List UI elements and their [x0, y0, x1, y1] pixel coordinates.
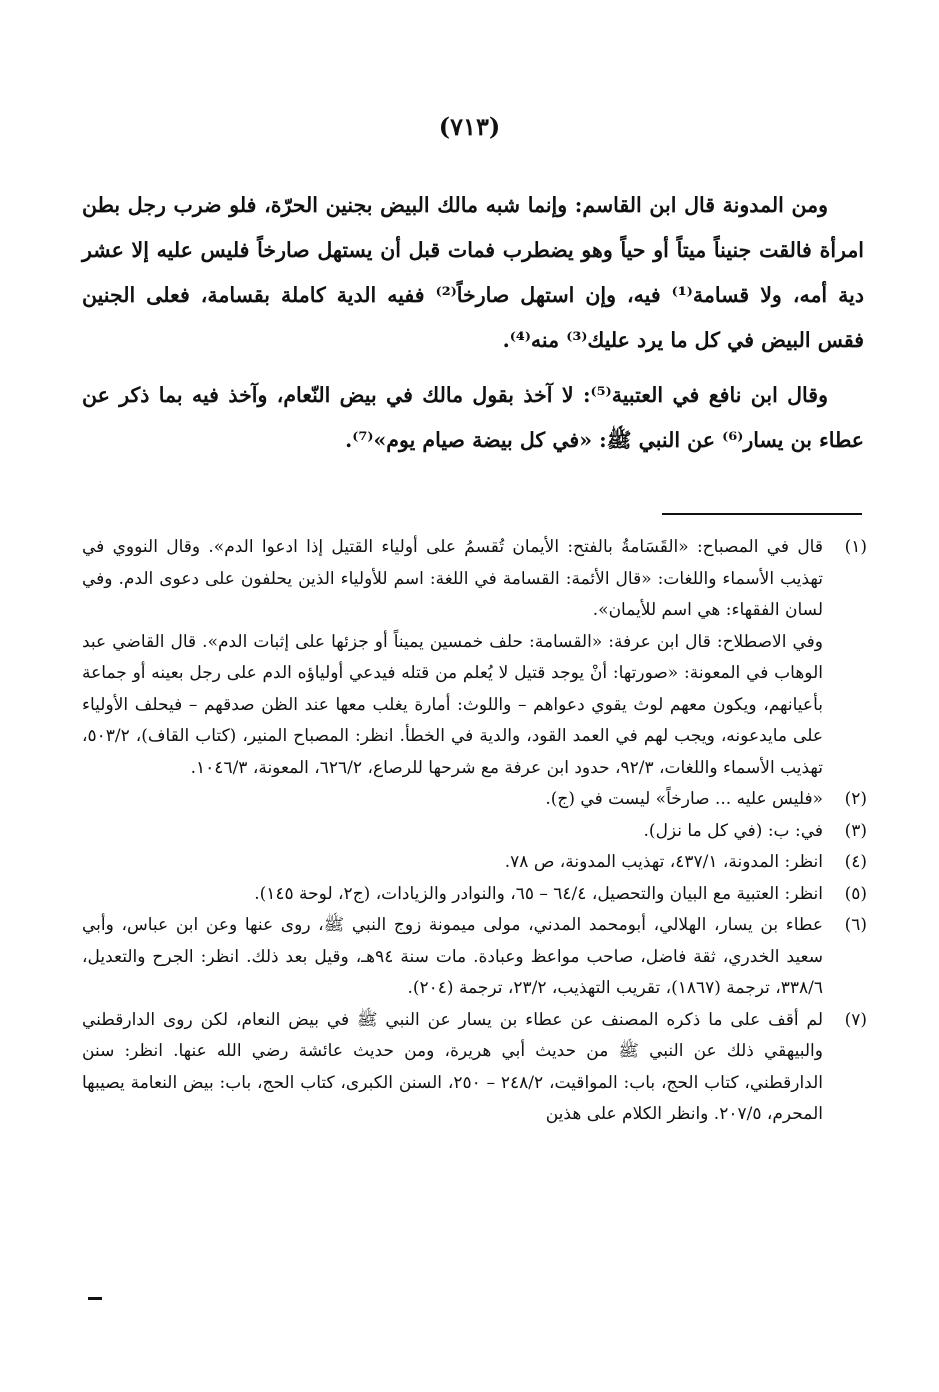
footnote-paragraph: عطاء بن يسار، الهلالي، أبومحمد المدني، مولى ميمونة زوج النبي ﷺ، روى عنها وعن ابن عباس، وأبي سعيد الخدري، ثقة فاضل، صاحب مواعظ وعبادة. مات سنة ٩٤هـ، وقيل بعد ذلك. انظر: الجرح والتعديل، ٣٣٨/٦، ترجمة (١٨٦٧)، تقريب التهذيب، ٢٣/٢، ترجمة (٢٠٤). — [82, 915, 823, 998]
footnote-text — [82, 847, 823, 879]
footnote-5 — [82, 879, 867, 911]
footnote-text — [82, 784, 823, 816]
footnote-text — [82, 816, 823, 848]
footnote-6 — [82, 910, 867, 1005]
footnote-number: (٧) — [844, 1009, 867, 1030]
main-paragraph: ومن المدونة قال ابن القاسم: وإنما شبه مالك البيض بجنين الحرّة، فلو ضرب رجل بطن امرأة فالقت جنيناً ميتاً أو حياً وهو يضطرب فمات قبل أن يستهل صارخاً فليس عليه إلا عشر دية أمه، ولا قسامة⁽¹⁾ فيه، وإن استهل صارخاً⁽²⁾ ففيه الدية كاملة بقسامة، فعلى الجنين فقس البيض في كل ما يرد عليك⁽³⁾ منه⁽⁴⁾. — [82, 193, 864, 352]
footnote-paragraph: لم أقف على ما ذكره المصنف عن عطاء بن يسار عن النبي ﷺ في بيض النعام، لكن روى الدارقطني والبيهقي ذلك عن النبي ﷺ من حديث أبي هريرة، ومن حديث عائشة رضي الله عنها. انظر: سنن الدارقطني، كتاب الحج، باب: المواقيت، ٢٤٨/٢ – ٢٥٠، السنن الكبرى، كتاب الحج، باب: بيض النعامة يصيبها المحرم، ٢٠٧/٥. وانظر الكلام على هذين — [82, 1009, 823, 1124]
footnote-paragraph: «فليس عليه ... صارخاً» ليست في (ج). — [545, 789, 823, 809]
page-number: (٧١٣) — [438, 112, 501, 141]
footnotes — [82, 532, 867, 1131]
footnote-number: (٣) — [844, 820, 867, 841]
footnote-paragraph: انظر: المدونة، ٤٣٧/١، تهذيب المدونة، ص ٧٨. — [504, 852, 823, 872]
footnote-number: (٤) — [844, 852, 867, 872]
footnote-paragraph: وفي الاصطلاح: قال ابن عرفة: «القسامة: حلف خمسين يميناً أو جزئها على إثبات الدم». قال القاضي عبد الوهاب في المعونة: «صورتها: أنْ يوجد قتيل لا يُعلم من قتله فيدعي أولياؤه الدم على رجل بعينه أو جماعة بأعيانهم، ويكون معهم لوث يقوي دعواهم – واللوث: أمارة يغلب معها عند الظن صدقهم – فيحلف الأولياء على مايدعونه، ويجب لهم في العمد القود، والدية في الخطأ. انظر: المصباح المنير، (كتاب القاف)، ٥٠٣/٢، تهذيب الأسماء واللغات، ٩٢/٣، حدود ابن عرفة مع شرحها للرصاع، ٦٢٦/٢، المعونة، ١٠٤٦/٣. — [82, 631, 823, 778]
continuation-mark — [88, 1297, 102, 1300]
main-text — [82, 183, 864, 463]
footnote-number: (٢) — [844, 789, 867, 809]
footnote-number: (٦) — [844, 915, 867, 935]
footnote-paragraph: في: ب: (في كل ما نزل). — [643, 820, 823, 841]
footnote-7 — [82, 1005, 867, 1131]
footnote-4 — [82, 847, 867, 879]
footnote-separator — [662, 513, 862, 515]
footnote-number: (١) — [844, 537, 867, 557]
footnote-number: (٥) — [844, 883, 867, 904]
footnote-paragraph: انظر: العتبية مع البيان والتحصيل، ٦٤/٤ – ٦٥، والنوادر والزيادات، (ج٢، لوحة ١٤٥). — [254, 883, 823, 904]
footnote-paragraph: قال في المصباح: «القَسَامةُ بالفتح: الأيمان تُقسمُ على أولياء القتيل إذا ادعوا الدم». وقال النووي في تهذيب الأسماء واللغات: «قال الأئمة: القسامة في اللغة: اسم للأولياء الذين يحلفون على دعوى الدم. وفي لسان الفقهاء: هي اسم للأيمان». — [82, 537, 823, 620]
footnote-text — [82, 532, 823, 784]
footnote-2 — [82, 784, 867, 816]
footnote-1 — [82, 532, 867, 784]
footnote-3 — [82, 816, 867, 848]
main-paragraph: وقال ابن نافع في العتبية⁽⁵⁾: لا آخذ بقول مالك في بيض النّعام، وآخذ فيه بما ذكر عن عطاء بن يسار⁽⁶⁾ عن النبي ﷺ: «في كل بيضة صيام يوم»⁽⁷⁾. — [82, 383, 864, 452]
footnote-text — [82, 1005, 823, 1131]
footnote-text — [82, 910, 823, 1005]
footnote-text — [82, 879, 823, 911]
